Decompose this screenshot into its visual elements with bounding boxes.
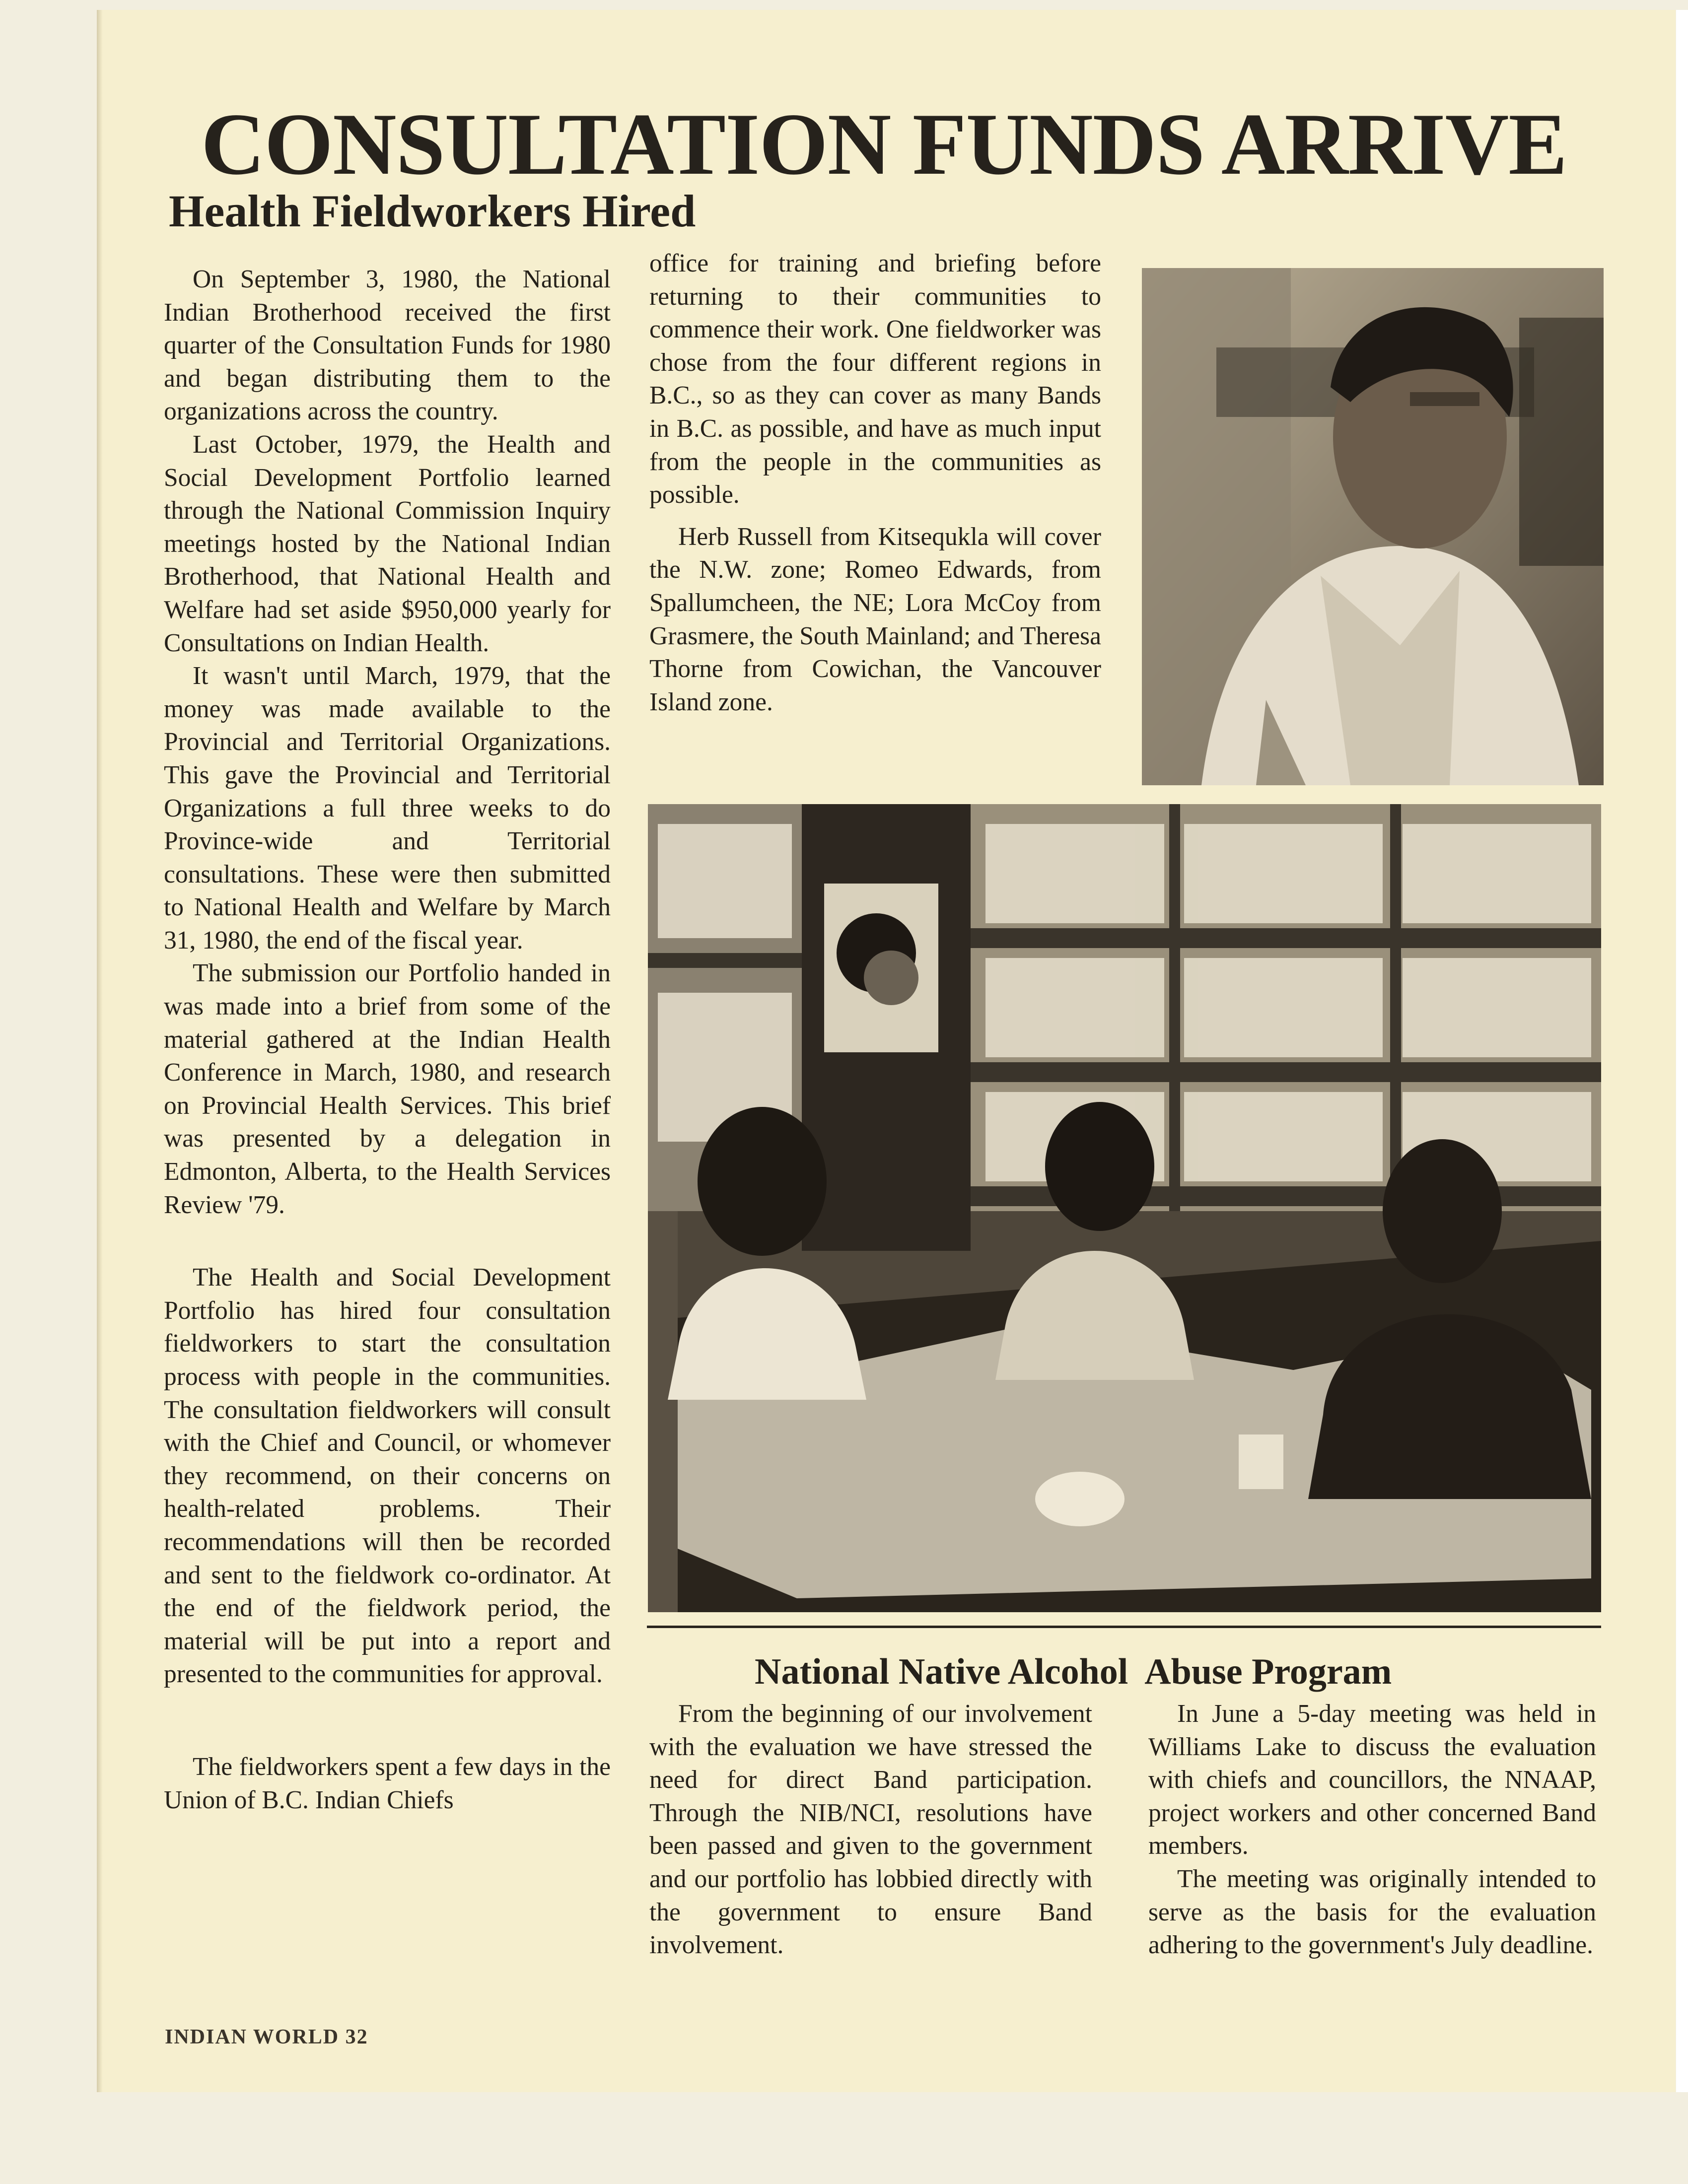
article-column-2	[649, 247, 1101, 719]
sidebar-title: National Native Alcohol Abuse Program	[755, 1651, 1392, 1692]
subheadline: Health Fieldworkers Hired	[169, 186, 696, 236]
article-paragraph: The fieldworkers spent a few days in the Union of B.C. Indian Chiefs	[164, 1752, 611, 1814]
article-paragraph: On September 3, 1980, the National Indian Brotherhood received the first quarter of the Consultation Funds for 1980 and began distributing them to the organizations across the country.	[164, 265, 611, 426]
portrait-photo-image	[1142, 268, 1604, 785]
scan-shadow	[97, 10, 103, 2092]
group-photo	[648, 804, 1601, 1612]
sidebar-paragraph: From the beginning of our involvement with the evaluation we have stressed the need for direct Band participation. Through the NIB/NCI, resolutions have been passed and given to the government and our portfolio has lobbied directly with the government to ensure Band involvement.	[649, 1700, 1092, 1960]
article-column-1	[164, 263, 611, 1817]
article-paragraph: The submission our Portfolio handed in was made into a brief from some of the material gathered at the Indian Health Conference in March, 1980, and research on Provincial Health Services. This brief was presented by a delegation in Edmonton, Alberta, to the Health Services Review '79.	[164, 959, 611, 1219]
portrait-photo	[1142, 268, 1604, 785]
article-paragraph: The Health and Social Development Portfolio has hired four consultation fieldworkers to start the consultation process with people in the communities. The consultation fieldworkers will consult with the Chief and Council, or whomever they recommend, on their concerns on health-related problems. Their recommendations will then be recorded and sent to the fieldwork co-ordinator. At the end of the fieldwork period, the material will be put into a report and presented to the communities for approval.	[164, 1263, 611, 1689]
page-footer: INDIAN WORLD 32	[165, 2026, 368, 2048]
sidebar-paragraph: In June a 5-day meeting was held in Williams Lake to discuss the evaluation with chiefs and councillors, the NNAAP, project workers and other concerned Band members.	[1148, 1700, 1596, 1860]
page-edge	[1676, 10, 1688, 2092]
sidebar-divider	[647, 1626, 1601, 1628]
sidebar-paragraph: The meeting was originally intended to serve as the basis for the evaluation adhering to the government's July deadline.	[1148, 1864, 1596, 1960]
article-paragraph: Last October, 1979, the Health and Social Development Portfolio learned through the National Commission Inquiry meetings hosted by the National Indian Brotherhood, that National Health and Welfare had set aside $950,000 yearly for Consultations on Indian Health.	[164, 430, 611, 657]
article-paragraph: Herb Russell from Kitsequkla will cover the N.W. zone; Romeo Edwards, from Spallumcheen, the NE; Lora McCoy from Grasmere, the South Mainland; and Theresa Thorne from Cowichan, the Vancouver Island zone.	[649, 522, 1101, 716]
article-paragraph: office for training and briefing before returning to their communities to commence their work. One fieldworker was chose from the four different regions in B.C., so as they can cover as many Bands in B.C. as possible, and have as much input from the people in the communities as possible.	[649, 249, 1101, 509]
group-photo-image	[648, 804, 1601, 1612]
headline: CONSULTATION FUNDS ARRIVE	[201, 95, 1567, 193]
sidebar-column-left	[649, 1698, 1092, 1962]
sidebar-column-right	[1148, 1698, 1596, 1962]
article-paragraph: It wasn't until March, 1979, that the money was made available to the Provincial and Territorial Organizations. This gave the Provincial and Territorial Organizations a full three weeks to do Province-wide and Territorial consultations. These were then submitted to National Health and Welfare by March 31, 1980, the end of the fiscal year.	[164, 662, 611, 955]
